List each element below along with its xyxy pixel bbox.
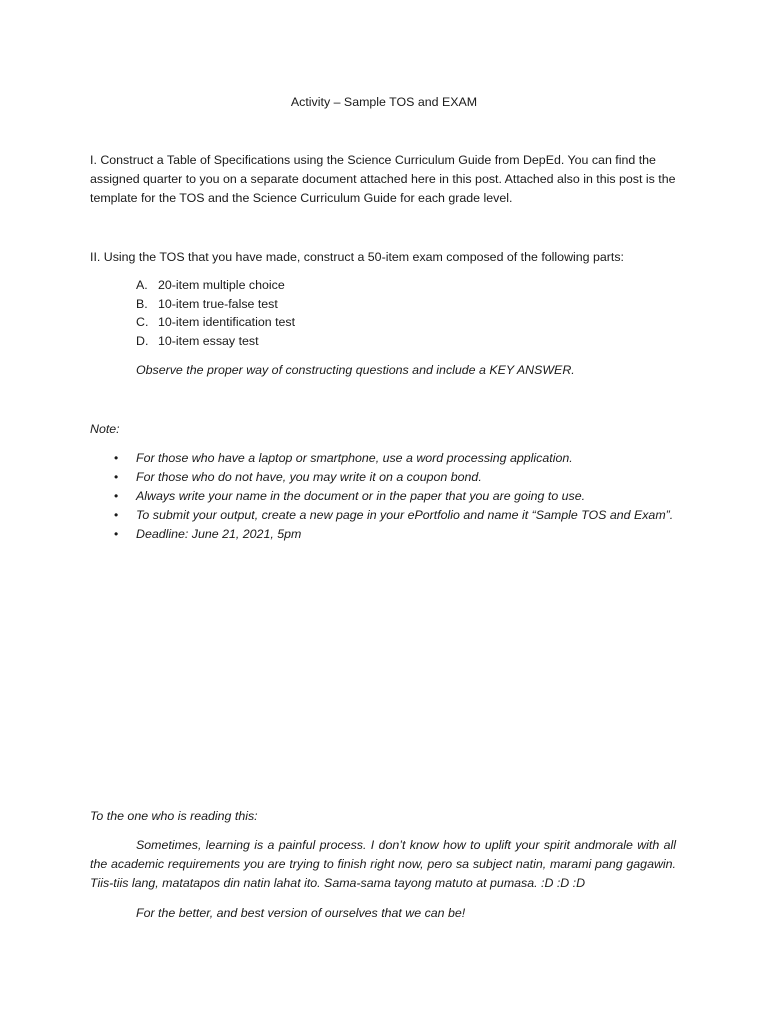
list-item xyxy=(114,449,674,468)
list-letter: C. xyxy=(136,315,149,330)
bullet-icon: • xyxy=(114,470,119,484)
closing-message: Sometimes, learning is a painful process. I don’t know how to uplift your spirit andmorale with all the academic requirements you are trying to finish right now, pero sa subject natin, marami pang gagawin. Tiis-tiis lang, matatapos din natin lahat ito. Sama-sama tayong matuto at pumasa. :D :D :D xyxy=(90,838,676,890)
list-item xyxy=(136,276,295,295)
list-item xyxy=(136,313,295,332)
list-item xyxy=(114,487,674,506)
bullet-icon: • xyxy=(114,489,119,503)
list-item xyxy=(114,525,674,544)
list-letter: A. xyxy=(136,278,148,292)
bullet-icon: • xyxy=(114,451,119,465)
list-item-text: Always write your name in the document or in the paper that you are going to use. xyxy=(136,489,586,503)
list-item xyxy=(136,332,295,351)
part-one-instructions: I. Construct a Table of Specifications using the Science Curriculum Guide from DepEd. You can find the assigned quarter to you on a separate document attached here in this post. Attached also in this post is the template for the TOS and the Science Curriculum Guide for each grade level. xyxy=(90,153,676,205)
list-item-text: To submit your output, create a new page in your ePortfolio and name it “Sample TOS and Exam”. xyxy=(136,508,674,522)
list-item-text: 20-item multiple choice xyxy=(158,278,285,292)
closing-lead: To the one who is reading this: xyxy=(90,809,258,823)
document-title: Activity – Sample TOS and EXAM xyxy=(290,95,478,109)
notes-list xyxy=(114,449,674,544)
list-item xyxy=(136,295,295,314)
closing-sentence: For the better, and best version of ourselves that we can be! xyxy=(136,906,466,920)
list-item-text: Deadline: June 21, 2021, 5pm xyxy=(136,527,302,541)
observe-instruction: Observe the proper way of constructing questions and include a KEY ANSWER. xyxy=(136,363,575,377)
list-letter: B. xyxy=(136,296,148,311)
list-item-text: For those who have a laptop or smartphone, use a word processing application. xyxy=(136,451,573,465)
list-item-text: 10-item true-false test xyxy=(158,296,278,311)
list-item-text: For those who do not have, you may write it on a coupon bond. xyxy=(136,470,482,484)
note-label: Note: xyxy=(90,422,120,436)
part-two-instructions: II. Using the TOS that you have made, construct a 50-item exam composed of the following parts: xyxy=(90,250,624,264)
list-item-text: 10-item essay test xyxy=(158,333,259,348)
list-item xyxy=(114,506,674,525)
list-item xyxy=(114,468,674,487)
list-letter: D. xyxy=(136,333,149,348)
bullet-icon: • xyxy=(114,508,119,522)
exam-parts-list xyxy=(136,276,295,350)
list-item-text: 10-item identification test xyxy=(158,315,296,330)
bullet-icon: • xyxy=(114,527,119,541)
